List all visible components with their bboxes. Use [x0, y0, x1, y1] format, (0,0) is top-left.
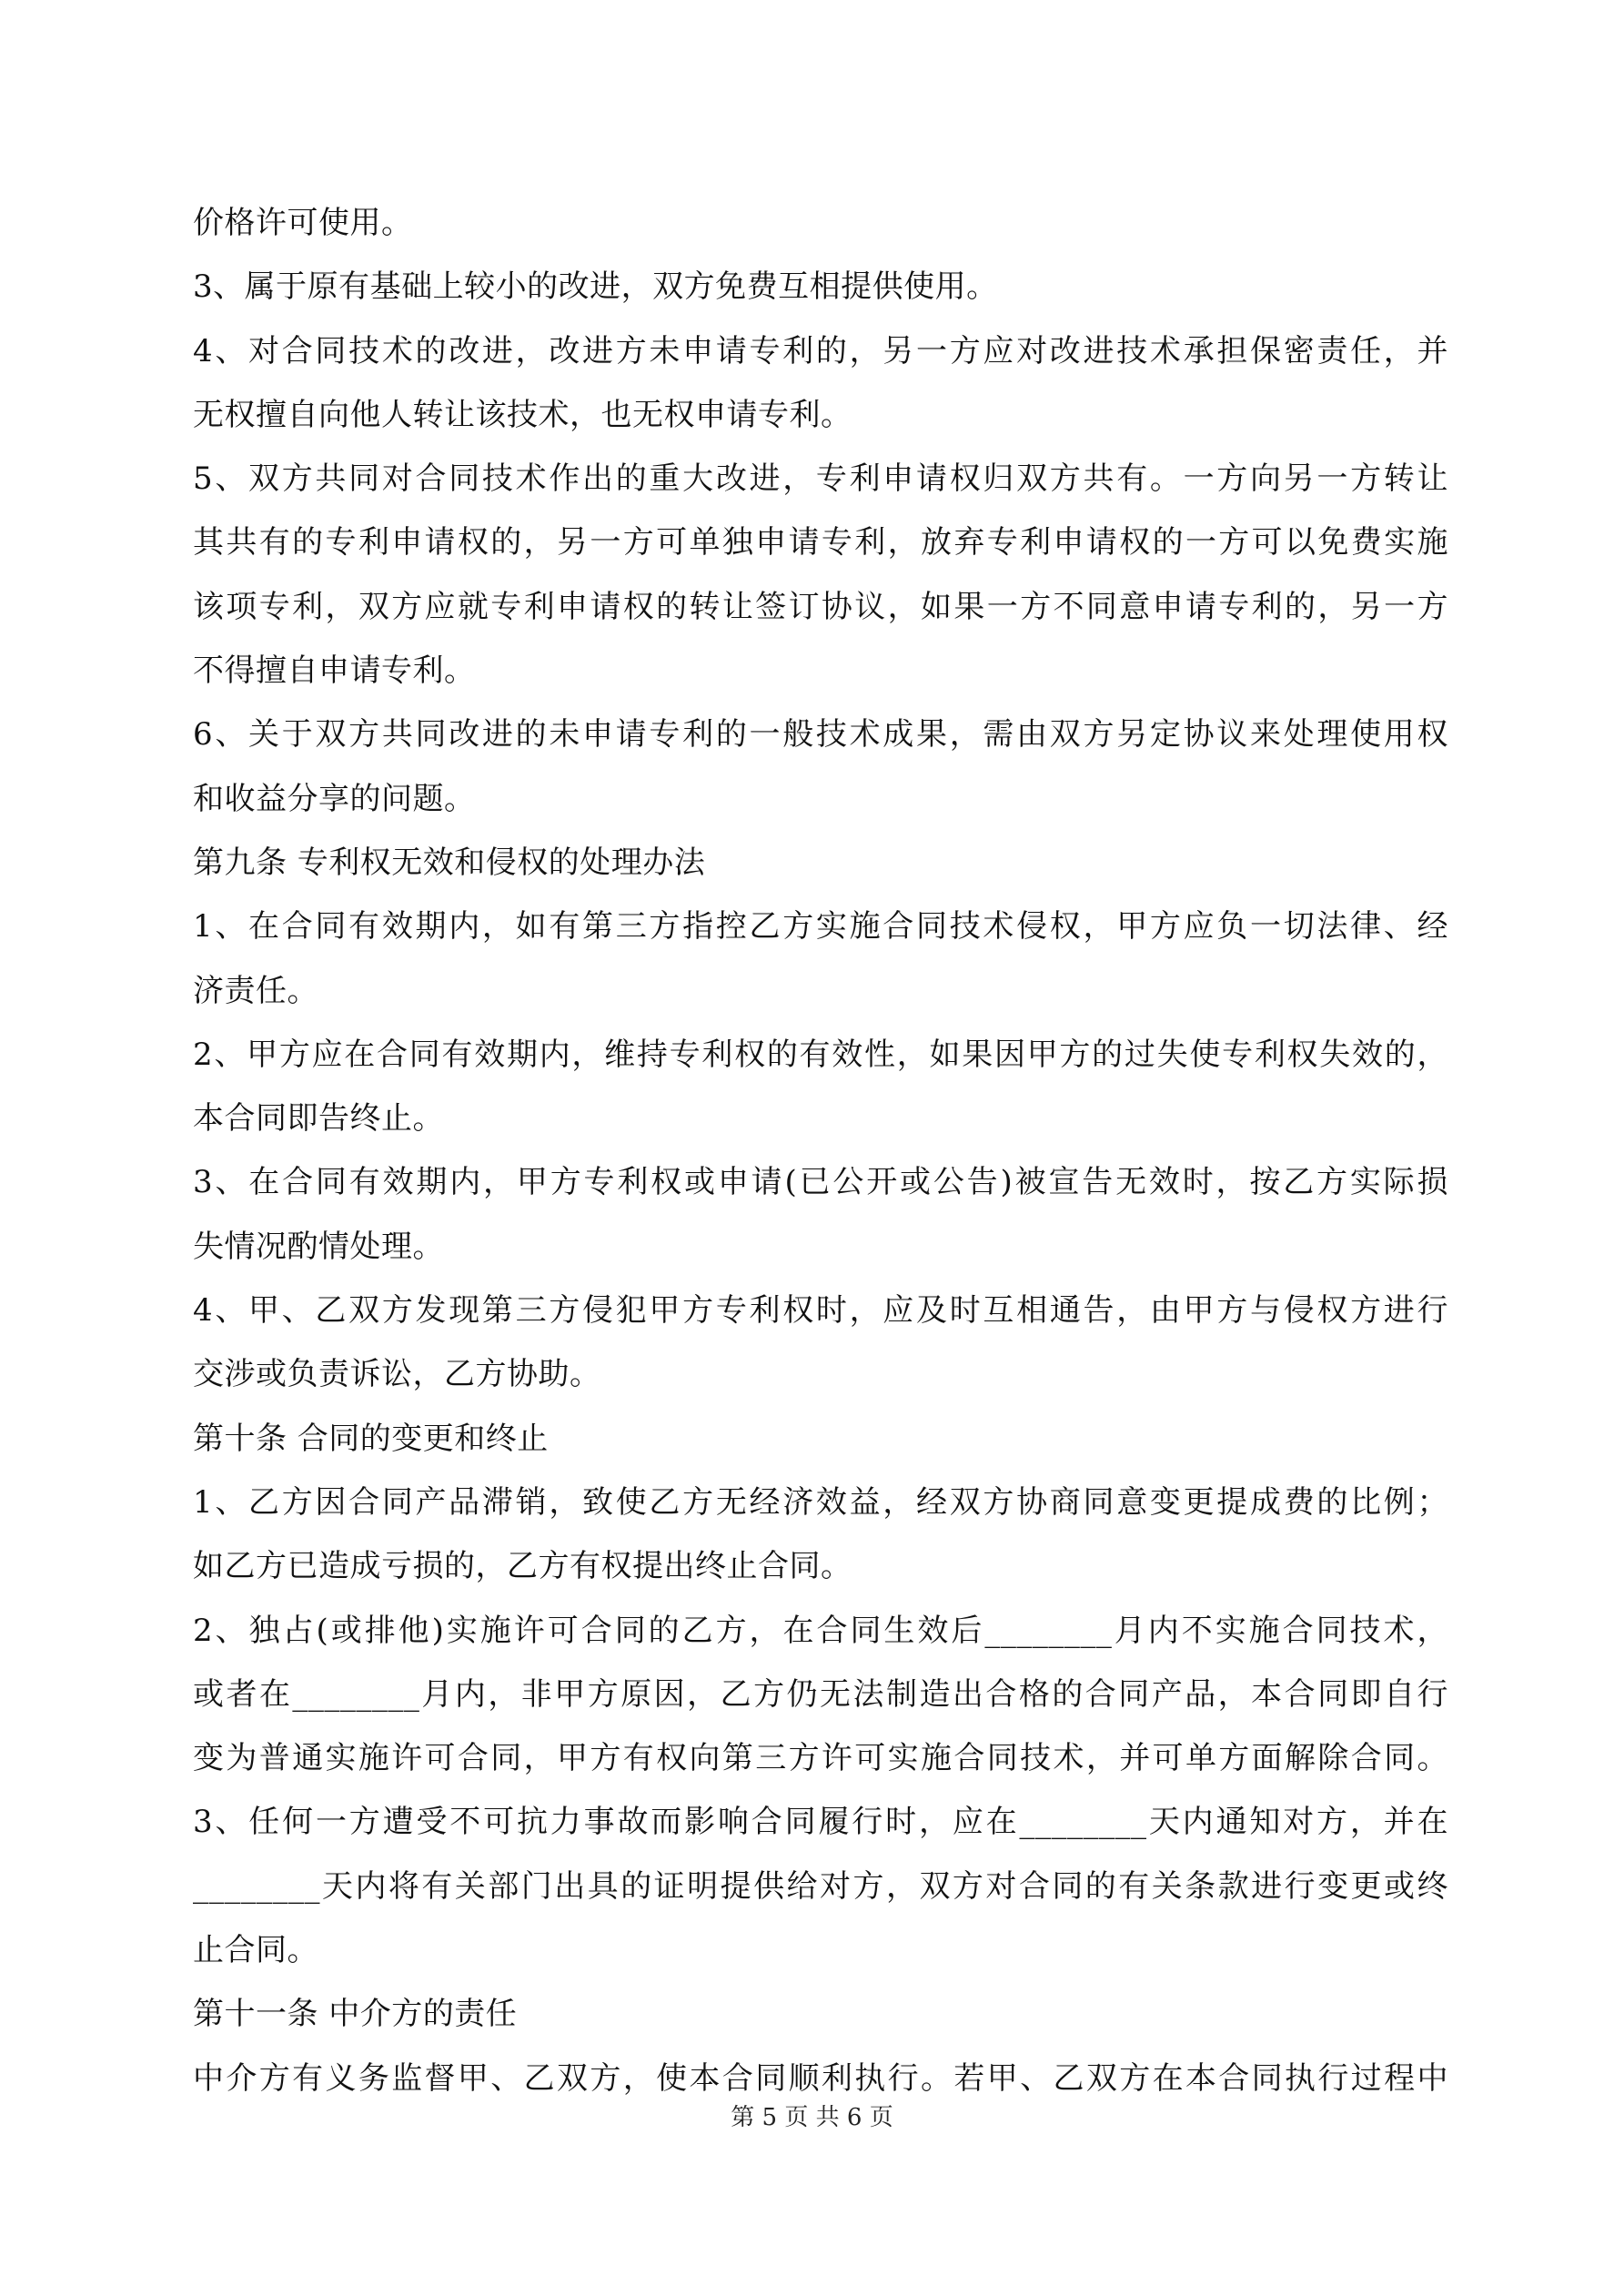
text-line: 3、任何一方遭受不可抗力事故而影响合同履行时，应在________天内通知对方，并在 [193, 1804, 1448, 1841]
text-line: 失情况酌情处理。 [193, 1228, 444, 1265]
text-line: 无权擅自向他人转让该技术，也无权申请专利。 [193, 396, 852, 433]
text-line: 2、甲方应在合同有效期内，维持专利权的有效性，如果因甲方的过失使专利权失效的， [193, 1036, 1448, 1073]
text-line: ________天内将有关部门出具的证明提供给对方，双方对合同的有关条款进行变更或终 [193, 1867, 1448, 1905]
text-line: 止合同。 [193, 1932, 318, 1969]
text-line: 第十一条 中介方的责任 [193, 1996, 518, 2033]
text-line: 第九条 专利权无效和侵权的处理办法 [193, 844, 706, 881]
text-line: 5、双方共同对合同技术作出的重大改进，专利申请权归双方共有。一方向另一方转让 [193, 460, 1448, 498]
page-number-footer: 第 5 页 共 6 页 [731, 2104, 893, 2131]
text-line: 4、甲、乙双方发现第三方侵犯甲方专利权时，应及时互相通告，由甲方与侵权方进行 [193, 1292, 1448, 1330]
text-line: 或者在________月内，非甲方原因，乙方仍无法制造出合格的合同产品，本合同即自行 [193, 1675, 1448, 1713]
text-line: 变为普通实施许可合同，甲方有权向第三方许可实施合同技术，并可单方面解除合同。 [193, 1740, 1448, 1777]
text-line: 第十条 合同的变更和终止 [193, 1420, 549, 1457]
text-line: 4、对合同技术的改进，改进方未申请专利的，另一方应对改进技术承担保密责任，并 [193, 332, 1448, 369]
text-line: 3、属于原有基础上较小的改进，双方免费互相提供使用。 [193, 268, 998, 306]
text-line: 如乙方已造成亏损的，乙方有权提出终止合同。 [193, 1548, 852, 1585]
text-line: 不得擅自申请专利。 [193, 652, 476, 690]
text-line: 6、关于双方共同改进的未申请专利的一般技术成果，需由双方另定协议来处理使用权 [193, 716, 1448, 754]
text-line: 交涉或负责诉讼，乙方协助。 [193, 1356, 601, 1393]
text-line: 和收益分享的问题。 [193, 780, 476, 817]
text-line: 3、在合同有效期内，甲方专利权或申请(已公开或公告)被宣告无效时，按乙方实际损 [193, 1164, 1448, 1201]
document-body [193, 191, 1448, 2110]
text-line: 1、乙方因合同产品滞销，致使乙方无经济效益，经双方协商同意变更提成费的比例； [193, 1483, 1448, 1521]
text-line: 中介方有义务监督甲、乙双方，使本合同顺利执行。若甲、乙双方在本合同执行过程中 [193, 2059, 1448, 2097]
text-line: 价格许可使用。 [193, 205, 413, 241]
text-line: 1、在合同有效期内，如有第三方指控乙方实施合同技术侵权，甲方应负一切法律、经 [193, 908, 1448, 946]
text-line: 其共有的专利申请权的，另一方可单独申请专利，放弃专利申请权的一方可以免费实施 [193, 524, 1448, 561]
text-line: 该项专利，双方应就专利申请权的转让签订协议，如果一方不同意申请专利的，另一方 [193, 588, 1448, 625]
text-line: 2、独占(或排他)实施许可合同的乙方，在合同生效后________月内不实施合同技术， [193, 1612, 1448, 1649]
text-line: 济责任。 [193, 972, 318, 1009]
text-line: 本合同即告终止。 [193, 1100, 444, 1138]
